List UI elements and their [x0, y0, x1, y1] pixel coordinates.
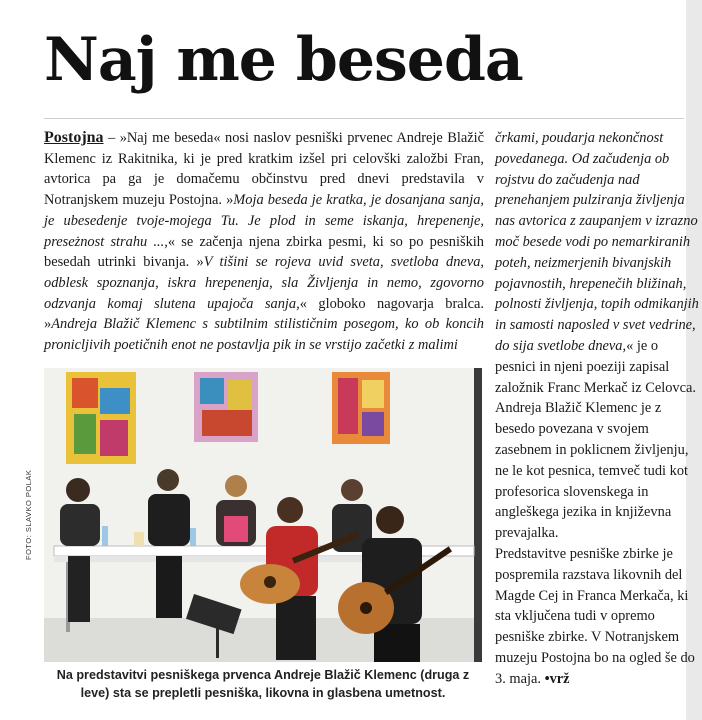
painting-3 [332, 372, 390, 444]
dateline-location: Postojna [44, 129, 104, 146]
lede-run-3: V tišini se rojeva uvid sveta, svetloba dneva, odblesk spoznanja, iskra hrepenenja, sla Življenja in nemo, zgovorno odzvanja komaj slutena upajoča sanja, [44, 254, 485, 312]
lede-run-4: « globoko nagovarja bralca. » [44, 295, 484, 333]
lede-run-1: Moja beseda je kratka, je dosanjana sanja, je ubesedenje tvoje-mojega Tu. Je plod in seme iskanja, hrepenenje, preseżnost strahu ..., [44, 192, 484, 250]
lede-run-0: – »Naj me beseda« nosi naslov pesniški prvenec Andreje Blažič Klemenc iz Rakitnika, ki je pred kratkim izšel pri celovški založbi Fran, avtorica pa ga je domačemu občinstvu pred dnevi predstavila v Notranjskem muzeju Postojna. » [44, 130, 484, 209]
painting-1 [66, 372, 136, 464]
article-headline: Naj me beseda [44, 25, 523, 95]
column-2-run-1: « je o pesnici in njeni poeziji zapisal založnik Franc Merkač iz Celovca. [495, 337, 696, 396]
column-2-quote [495, 128, 700, 398]
event-photo [44, 368, 482, 662]
column-2-paragraph-1: Andreja Blažič Klemenc je z besedo povezana v svojem zasebnem in poklicnem življenju, ne le kot pesnica, temveč tudi kot profesorica slovenskega in angleškega jezika in književna prevajalka. [495, 400, 689, 542]
article-column-2 [495, 128, 700, 690]
photo-caption: Na predstavitvi pesniškega prvenca Andreje Blažič Klemenc (druga z leve) sta se prepletli pesniška, likovna in glasbena umetnost. [56, 668, 470, 700]
photo-credit: FOTO: SLAVKO POLAK [24, 469, 33, 560]
painting-2 [194, 372, 258, 442]
divider [44, 118, 684, 119]
column-2-paragraph-2-text: Predstavitve pesniške zbirke je pospremila razstava likovnih del Magde Cej in Franca Merkača, ki sta vključena tudi v opremo pesniške zbirke. V Notranjskem muzeju Postojna bo na ogled še do 3. maja. [495, 545, 695, 687]
lede-run-5: Andreja Blažič Klemenc s subtilnim stilističnim posegom, ko ob koncih pronicljivih poetičnih enot ne postavlja pik in se vrstijo začetki z malimi [44, 316, 484, 354]
lede-body [44, 130, 484, 353]
column-2-paragraph-2 [495, 544, 700, 690]
lede-run-2: « se začenja njena zbirka pesmi, ki so po pesniških besedah utrinki bivanja. » [44, 233, 484, 271]
article-lede [44, 128, 484, 356]
event-photo-illustration [44, 368, 482, 662]
column-2-run-0: črkami, poudarja nekončnost povedanega. Od začudenja ob rojstvu do začudenja nad prenehanjem pulziranja življenja nas avtorica z zaupanjem v izrazno moč besede vodi po nemarkiranih poteh, neizmerjenih bivanjskih pojavnostih, hrepenečih bližinah, polnosti življenja, topih odmikanjih in samosti naposled v svet vedrine, do sija svetlobe dneva, [495, 130, 699, 354]
author-signature: •vrž [544, 670, 570, 687]
